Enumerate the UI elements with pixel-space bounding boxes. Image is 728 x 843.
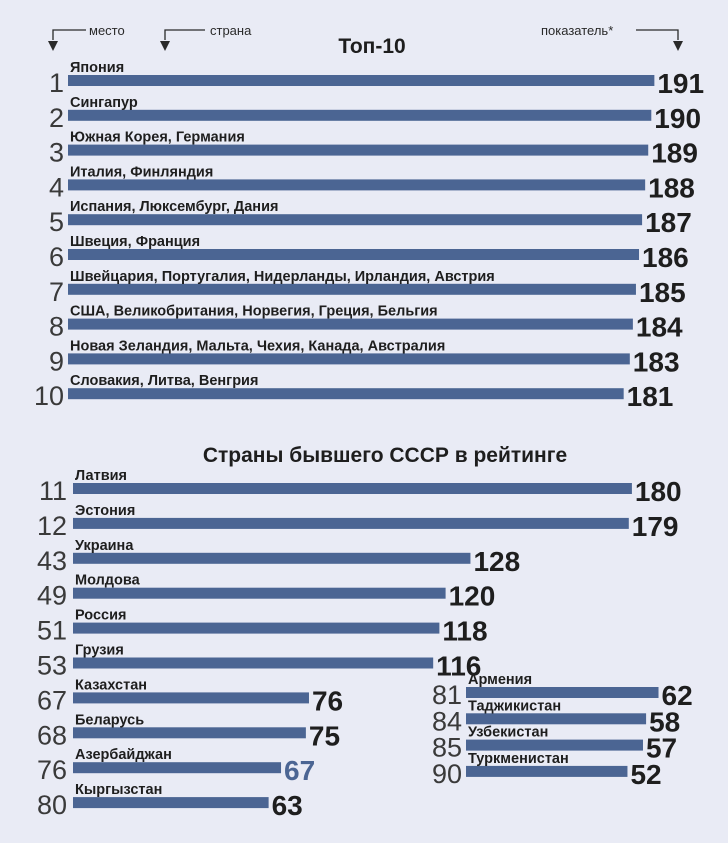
ussr-title: Страны бывшего СССР в рейтинге [202,444,568,467]
ussr-3-rank: 49 [36,580,67,611]
top10-9-value-label: 181 [626,381,674,413]
top10-1-bar [68,110,651,121]
top10-6-rank: 7 [48,276,64,307]
ussr-4-rank: 51 [36,615,67,646]
ussr-7-bar [73,727,306,738]
header-rank-bracket [53,30,86,40]
top10-0-rank: 1 [48,68,64,98]
top10-2-country-label: Южная Корея, Германия [70,129,245,146]
ussr-right-2-bar [466,740,643,751]
ussr-right-3-rank: 90 [431,758,462,789]
top10-0-bar [68,75,654,86]
ussr-7-value-label: 75 [308,720,341,752]
top10-5-country-label: Швеция, Франция [70,234,201,250]
ussr-4-country-label: Россия [75,607,127,624]
ussr-7-country-label: Беларусь [75,712,145,729]
top10-4-country-label: Испания, Люксембург, Дания [70,199,279,216]
top10-5-value-label: 186 [642,242,689,273]
header-country-arrow-icon [160,41,170,51]
top10-7-rank: 8 [48,311,64,342]
ussr-right-2-country-label: Узбекистан [468,724,549,741]
ussr-6-country-label: Казахстан [75,677,148,694]
ussr-4-bar [73,623,439,634]
top10-9-rank: 10 [33,381,64,412]
ussr-9-rank: 80 [36,790,67,821]
ussr-3-country-label: Молдова [75,572,140,589]
ussr-0-bar [73,483,632,494]
ussr-right-3-value-label: 52 [630,758,662,790]
top10-7-bar [68,319,633,330]
header-rank-label: место [89,23,125,38]
ussr-1-rank: 12 [36,510,67,541]
ussr-4-value-label: 118 [442,615,488,647]
ussr-8-value-label: 67 [284,755,316,787]
top10-8-country-label: Новая Зеландия, Мальта, Чехия, Канада, Австралия [70,338,446,355]
top10-7-value-label: 184 [635,311,683,343]
ussr-1-country-label: Эстония [75,502,136,519]
top10-8-bar [68,353,630,364]
top10-0-value-label: 191 [657,68,705,99]
ussr-right-0-country-label: Армения [468,672,533,688]
top10-4-value-label: 187 [645,207,692,239]
top10-7-country-label: США, Великобритания, Норвегия, Греция, Бельгия [70,303,438,320]
ussr-6-bar [73,692,309,703]
top10-3-value-label: 188 [648,172,695,204]
ussr-5-rank: 53 [36,650,67,681]
header-rank-arrow-icon [48,41,58,51]
top10-3-rank: 4 [48,172,64,203]
ussr-8-bar [73,762,281,773]
top10-4-rank: 5 [48,207,64,238]
ussr-right-1-bar [466,713,646,724]
ussr-9-value-label: 63 [271,790,303,822]
ussr-0-country-label: Латвия [75,468,127,484]
ussr-2-rank: 43 [36,545,67,576]
ussr-2-country-label: Украина [75,537,134,554]
top10-1-country-label: Сингапур [70,94,138,111]
ussr-right-1-rank: 84 [431,706,462,737]
top10-9-country-label: Словакия, Литва, Венгрия [70,373,259,390]
ussr-0-value-label: 180 [634,476,682,507]
ussr-0-rank: 11 [38,476,67,506]
ussr-5-bar [73,658,433,669]
top10-0-country-label: Япония [70,60,125,76]
top10-6-bar [68,284,636,295]
ussr-right-3-bar [466,766,627,777]
ussr-1-bar [73,518,629,529]
ussr-right-0-bar [466,687,659,698]
ussr-right-0-value-label: 62 [661,680,693,711]
top10-4-bar [68,214,642,225]
top10-5-bar [68,249,639,260]
header-country-label: страна [210,23,252,38]
top10-1-value-label: 190 [654,102,702,134]
top10-8-value-label: 183 [632,346,680,378]
ussr-7-rank: 68 [36,720,67,751]
ussr-right-0-rank: 81 [431,680,462,710]
top10-2-rank: 3 [48,137,64,168]
ussr-right-2-value-label: 57 [645,732,678,764]
top10-title: Топ-10 [338,35,406,58]
ussr-1-value-label: 179 [631,510,679,542]
ussr-2-bar [73,553,470,564]
ussr-5-value-label: 116 [436,650,482,682]
ussr-right-3-country-label: Туркменистан [468,750,569,767]
ussr-right-2-rank: 85 [431,732,462,763]
header-value-arrow-icon [673,41,683,51]
top10-2-bar [68,145,648,156]
ussr-right-1-value-label: 58 [649,706,681,738]
ussr-9-bar [73,797,269,808]
ussr-2-value-label: 128 [473,545,521,577]
header-value-label: показатель* [541,23,614,38]
ussr-6-rank: 67 [36,685,67,716]
header-rank [48,23,125,51]
ussr-8-country-label: Азербайджан [75,747,172,764]
ussr-right-1-country-label: Таджикистан [468,698,562,715]
ussr-3-value-label: 120 [448,580,496,612]
header-country [160,23,252,51]
chart-rows [34,60,704,821]
ussr-5-country-label: Грузия [75,642,124,659]
top10-2-value-label: 189 [651,137,698,169]
header-value [541,23,683,51]
header-country-bracket [165,30,205,40]
top10-1-rank: 2 [48,102,64,133]
top10-9-bar [68,388,624,399]
top10-3-bar [68,179,645,190]
ussr-6-value-label: 76 [311,685,344,717]
top10-6-country-label: Швейцария, Португалия, Нидерланды, Ирландия, Австрия [70,268,495,285]
ussr-9-country-label: Кыргызстан [75,782,163,799]
ussr-8-rank: 76 [36,755,67,786]
top10-8-rank: 9 [48,346,64,377]
header-value-bracket [636,30,678,40]
top10-5-rank: 6 [48,242,64,272]
ussr-3-bar [73,588,446,599]
top10-6-value-label: 185 [638,276,686,308]
top10-3-country-label: Италия, Финляндия [70,164,214,181]
